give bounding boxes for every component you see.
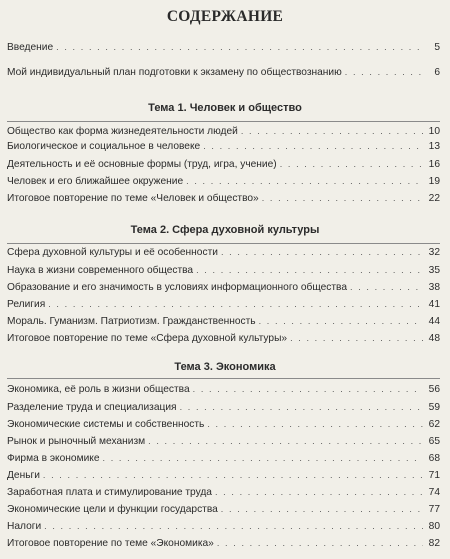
toc-entry-title: Итоговое повторение по теме «Экономика»	[7, 538, 214, 549]
toc-entry[interactable]	[7, 331, 440, 346]
toc-entry[interactable]	[7, 485, 440, 500]
section-divider	[7, 243, 440, 244]
toc-entry[interactable]	[7, 297, 440, 312]
toc-entry-page: 41	[428, 299, 440, 310]
toc-entry-title: Заработная плата и стимулирование труда	[7, 487, 212, 498]
toc-entry-title: Мой индивидуальный план подготовки к экзамену по обществознанию	[7, 67, 342, 78]
toc-entry[interactable]	[7, 280, 440, 295]
toc-entry-title: Деньги	[7, 470, 40, 481]
toc-entry-page: 65	[428, 436, 440, 447]
toc-entry-title: Налоги	[7, 521, 42, 532]
toc-entry-page: 6	[434, 67, 440, 78]
toc-entry-page: 68	[428, 453, 440, 464]
dot-leader	[217, 536, 423, 551]
dot-leader	[280, 157, 423, 172]
section-heading: Тема 3. Экономика	[174, 361, 276, 373]
toc-entry-title: Итоговое повторение по теме «Человек и общество»	[7, 193, 259, 204]
section-divider	[7, 378, 440, 379]
toc-entry-page: 10	[428, 126, 440, 137]
toc-entry-page: 62	[428, 419, 440, 430]
page-title: СОДЕРЖАНИЕ	[166, 8, 284, 25]
dot-leader	[186, 174, 423, 189]
toc-entry-title: Экономика, её роль в жизни общества	[7, 384, 190, 395]
dot-leader	[215, 485, 423, 500]
toc-entry-title: Итоговое повторение по теме «Сфера духовной культуры»	[7, 333, 288, 344]
dot-leader	[241, 124, 423, 139]
toc-entry-title: Мораль. Гуманизм. Патриотизм. Гражданственность	[7, 316, 256, 327]
dot-leader	[196, 263, 423, 278]
toc-entry-page: 56	[428, 384, 440, 395]
toc-entry-page: 35	[428, 265, 440, 276]
toc-entry-title: Экономические системы и собственность	[7, 419, 205, 430]
toc-entry[interactable]	[7, 536, 440, 551]
toc-entry[interactable]	[7, 400, 440, 415]
toc-entry-page: 5	[434, 42, 440, 53]
dot-leader	[48, 297, 423, 312]
section-divider	[7, 121, 440, 122]
toc-entry-title: Рынок и рыночный механизм	[7, 436, 146, 447]
dot-leader	[180, 400, 423, 415]
dot-leader	[148, 434, 423, 449]
toc-entry[interactable]	[7, 157, 440, 172]
toc-entry-title: Введение	[7, 42, 54, 53]
dot-leader	[259, 314, 423, 329]
dot-leader	[350, 280, 423, 295]
toc-entry-page: 74	[428, 487, 440, 498]
toc-entry-title: Образование и его значимость в условиях информационного общества	[7, 282, 347, 293]
toc-entry-title: Биологическое и социальное в человеке	[7, 141, 201, 152]
dot-leader	[203, 139, 423, 154]
toc-entry-page: 38	[428, 282, 440, 293]
toc-entry-title: Наука в жизни современного общества	[7, 265, 194, 276]
dot-leader	[221, 502, 423, 517]
toc-entry[interactable]	[7, 245, 440, 260]
dot-leader	[207, 417, 423, 432]
toc-entry[interactable]	[7, 519, 440, 534]
toc-entry[interactable]	[7, 124, 440, 139]
toc-entry[interactable]	[7, 502, 440, 517]
dot-leader	[43, 468, 423, 483]
dot-leader	[103, 451, 423, 466]
toc-entry[interactable]	[7, 314, 440, 329]
dot-leader	[44, 519, 423, 534]
toc-entry[interactable]	[7, 382, 440, 397]
dot-leader	[345, 65, 423, 80]
toc-entry-page: 44	[428, 316, 440, 327]
toc-entry[interactable]	[7, 263, 440, 278]
toc-entry-page: 22	[428, 193, 440, 204]
toc-entry[interactable]	[7, 451, 440, 466]
toc-entry[interactable]	[7, 174, 440, 189]
toc-entry-page: 16	[428, 159, 440, 170]
toc-entry-page: 71	[428, 470, 440, 481]
toc-entry-page: 59	[428, 402, 440, 413]
toc-entry[interactable]	[7, 468, 440, 483]
toc-entry[interactable]	[7, 191, 440, 206]
toc-entry[interactable]	[7, 139, 440, 154]
toc-entry-title: Сфера духовной культуры и её особенности	[7, 247, 218, 258]
dot-leader	[262, 191, 423, 206]
toc-entry-title: Человек и его ближайшее окружение	[7, 176, 184, 187]
toc-entry-title: Деятельность и её основные формы (труд, игра, учение)	[7, 159, 277, 170]
dot-leader	[56, 40, 423, 55]
toc-entry-title: Фирма в экономике	[7, 453, 100, 464]
section-heading: Тема 1. Человек и общество	[148, 102, 302, 114]
toc-entry-page: 82	[428, 538, 440, 549]
dot-leader	[193, 382, 423, 397]
dot-leader	[290, 331, 423, 346]
toc-entry-title: Религия	[7, 299, 46, 310]
toc-entry[interactable]	[7, 417, 440, 432]
toc-entry[interactable]	[7, 40, 440, 55]
toc-entry[interactable]	[7, 65, 440, 80]
dot-leader	[221, 245, 423, 260]
toc-entry[interactable]	[7, 434, 440, 449]
toc-entry-title: Экономические цели и функции государства	[7, 504, 218, 515]
toc-entry-page: 77	[428, 504, 440, 515]
section-heading: Тема 2. Сфера духовной культуры	[130, 224, 320, 236]
toc-entry-page: 13	[428, 141, 440, 152]
toc-entry-page: 80	[428, 521, 440, 532]
toc-entry-page: 32	[428, 247, 440, 258]
toc-entry-page: 48	[428, 333, 440, 344]
toc-entry-title: Общество как форма жизнедеятельности людей	[7, 126, 238, 137]
toc-entry-title: Разделение труда и специализация	[7, 402, 177, 413]
toc-entry-page: 19	[428, 176, 440, 187]
